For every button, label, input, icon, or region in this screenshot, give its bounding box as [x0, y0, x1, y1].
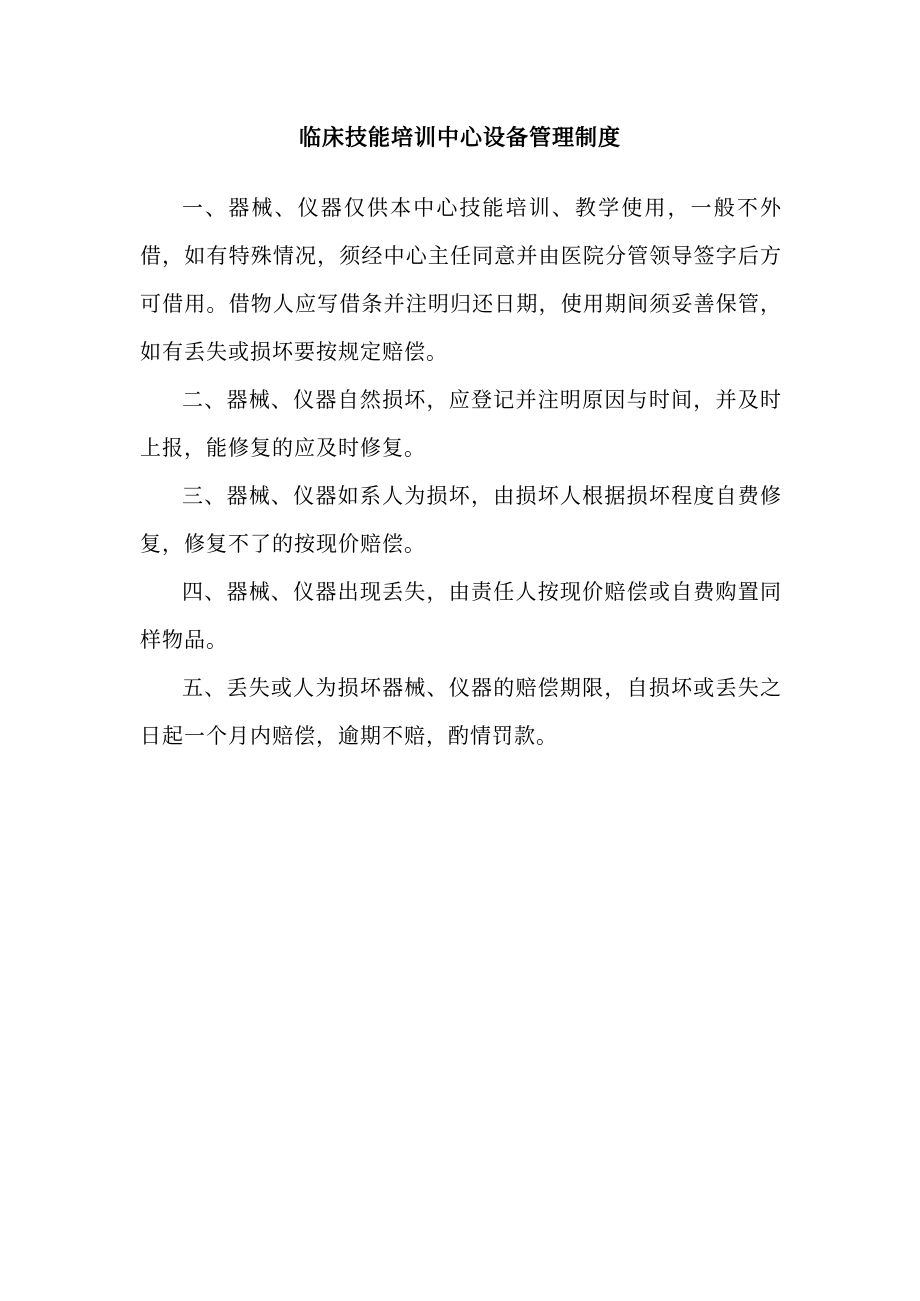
paragraph-4: 四、器械、仪器出现丢失，由责任人按现价赔偿或自费购置同样物品。	[140, 580, 782, 652]
paragraph-5: 五、丢失或人为损坏器械、仪器的赔偿期限，自损坏或丢失之日起一个月内赔偿，逾期不赔，酌情罚款。	[140, 676, 782, 748]
document-body	[140, 184, 782, 760]
paragraph-2: 二、器械、仪器自然损坏，应登记并注明原因与时间，并及时上报，能修复的应及时修复。	[140, 388, 782, 460]
paragraph-1: 一、器械、仪器仅供本中心技能培训、教学使用，一般不外借，如有特殊情况，须经中心主任同意并由医院分管领导签字后方可借用。借物人应写借条并注明归还日期，使用期间须妥善保管，如有丢失或损坏要按规定赔偿。	[140, 196, 782, 364]
paragraph-3: 三、器械、仪器如系人为损坏，由损坏人根据损坏程度自费修复，修复不了的按现价赔偿。	[140, 484, 782, 556]
document-title: 临床技能培训中心设备管理制度	[298, 125, 621, 151]
